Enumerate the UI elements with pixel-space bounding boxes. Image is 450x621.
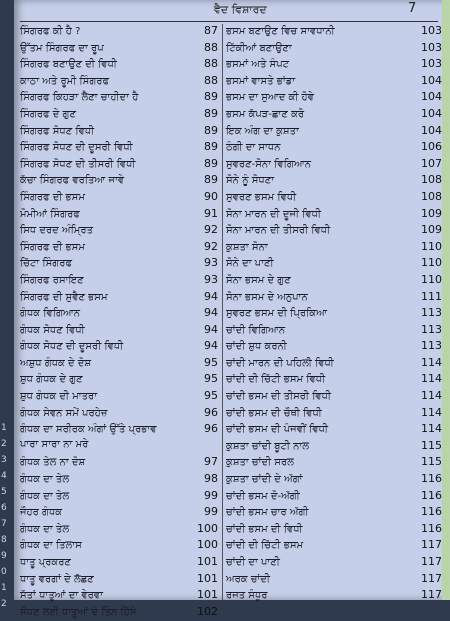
toc-entry-title: ਸੱਤਾਂ ਧਾਤੂਆਂ ਦਾ ਵੇਰਵਾ [20,590,103,602]
toc-entry-page: 100 [197,521,218,535]
toc-entry [226,107,442,124]
toc-entry-title: ਸੋਨੇ ਨੂੰ ਸੋਧਣਾ [226,175,275,187]
toc-entry-page: 113 [421,306,442,320]
toc-entry-title: ਗੰਧਕ ਦਾ ਸਰੀਰਕ ਅੰਗਾਂ ਉੱਤੇ ਪ੍ਰਭਾਵ [20,424,157,436]
toc-entry-page: 110 [421,239,442,253]
edge-number: 3 [1,455,7,465]
toc-entry-title: ਕੱਚਾ ਸਿੰਗਰਫ ਵਰਤਿਆ ਜਾਵੇ [20,175,125,187]
toc-entry [226,207,442,224]
toc-right-column [226,24,442,605]
toc-entry [20,572,218,589]
toc-entry [226,74,442,91]
toc-entry-title: ਸਿੰਗਰਫ ਕਿਹੜਾ ਲੈਣਾ ਚਾਹੀਦਾ ਹੈ [20,92,139,104]
toc-entry-page: 101 [197,571,218,585]
toc-entry [20,240,218,257]
toc-entry-title: ਸਿੰਗਰਫ ਦੀ ਭਸਮ [20,241,85,253]
toc-entry-page: 102 [197,604,218,618]
toc-entry-page: 99 [204,488,218,502]
toc-entry-title: ਸਿੰਗਰਫ ਬਣਾਉਣ ਦੀ ਵਿਧੀ [20,59,117,71]
toc-entry-title: ਸ਼ੁਧ ਗੰਧਕ ਦੀ ਮਾਤਰਾ [20,391,98,403]
toc-entry-title: ਚਿੱਟਾ ਸਿੰਗਰਫ [20,258,72,270]
toc-entry-page: 96 [204,405,218,419]
toc-entry-title: ਚਾਂਦੀ ਭਸਮ ਚਾਰ ਅੱਗੀ [226,507,309,519]
toc-entry-page: 94 [204,339,218,353]
toc-entry-title: ਚਾਂਦੀ ਭਸਮ ਦੀ ਤੀਸਰੀ ਵਿਧੀ [226,391,331,403]
toc-entry [20,41,218,58]
toc-entry-title: ਗੰਧਕ ਦਾ ਤੇਲ [20,490,70,502]
toc-entry [226,323,442,340]
toc-entry-page: 104 [421,73,442,87]
toc-entry-title: ਭਸਮ ਕੱਪੜ-ਛਾਣ ਕਰੋ [226,108,305,120]
toc-entry-page: 101 [197,555,218,568]
toc-entry-title: ਸਿੰਗਰਫ ਰਸਾਇਣ [20,274,84,286]
toc-entry [20,555,218,572]
toc-entry [20,372,218,389]
toc-entry [226,455,442,472]
toc-entry [20,389,218,406]
toc-entry [20,605,218,621]
toc-entry [20,538,218,555]
toc-entry-title: ਪਾਰਾ ਸਾਰਾ ਨਾ ਮਰੇ [20,438,89,450]
toc-entry [20,90,218,107]
toc-entry-page: 100 [197,538,218,552]
toc-entry [20,323,218,340]
toc-entry-page: 117 [421,571,442,585]
toc-entry [226,522,442,539]
toc-entry-title: ਗੰਧਕ ਸੋਧਣ ਦੀ ਦੂਸਰੀ ਵਿਧੀ [20,341,124,353]
toc-entry-title: ਧਾਤੂ ਵਰਗਾਂ ਦੇ ਲੱਛਣ [20,573,94,585]
toc-entry-page: 116 [421,505,442,519]
toc-entry [226,190,442,207]
toc-entry-title: ਸਿੰਗਰਫ ਕੀ ਹੈ ? [20,26,81,37]
toc-entry [20,173,218,190]
toc-entry [20,306,218,323]
toc-entry [226,538,442,555]
toc-entry-title: ਸ਼ੁਧ ਗੰਧਕ ਦੇ ਗੁਣ [20,374,83,386]
toc-entry-title: ਅਰਕ ਚਾਂਦੀ [226,573,270,585]
toc-entry [20,290,218,307]
page-edge-strip [442,0,450,600]
page-number: 7 [408,1,417,16]
toc-entry [226,406,442,423]
toc-entry [226,90,442,107]
edge-number: 0 [1,567,7,577]
toc-entry-title: ਸੋਧਣ ਲਈ ਧਾਤੂਆਂ ਦੇ ਤਿੰਨ ਹਿੱਸੇ [20,606,137,618]
toc-entry [226,372,442,389]
toc-entry-page: 101 [197,588,218,602]
toc-entry-title: ਕੁਸ਼ਤਾ ਚਾਂਦੀ ਸਰਲ [226,457,294,469]
toc-entry-title: ਸਿੰਗਰਫ ਦੇ ਗੁਣ [20,108,77,120]
toc-entry [20,422,218,439]
toc-entry [226,306,442,323]
toc-entry-page: 89 [204,106,218,120]
toc-entry-page: 116 [421,488,442,502]
toc-entry-page: 110 [421,256,442,270]
edge-number: 1 [1,423,7,433]
toc-entry [20,107,218,124]
toc-entry-page: 97 [204,455,218,469]
toc-entry-page: 103 [421,40,442,54]
toc-entry-title: ਭਸਮਾਂ ਵਾਸਤੇ ਭਾਂਡਾ [226,75,296,87]
toc-entry-page: 117 [421,588,442,602]
toc-entry-page: 89 [204,140,218,154]
toc-entry-title: ਸੋਨਾ ਮਾਰਨ ਦੀ ਤੀਸਰੀ ਵਿਧੀ [226,225,331,237]
toc-entry [226,588,442,605]
toc-entry-title: ਉੱਤਮ ਸਿੰਗਰਫ ਦਾ ਰੂਪ [20,42,104,54]
toc-entry-title: ਕੁਸ਼ਤਾ ਸੋਨਾ [226,241,268,253]
toc-entry-title: ਗੰਧਕ ਦਾ ਤੇਲ [20,523,70,535]
toc-entry [20,74,218,91]
toc-entry-title: ਚਾਂਦੀ ਭਸਮ ਦੀ ਚੌਥੀ ਵਿਧੀ [226,407,322,419]
toc-entry-title: ਸਿਧ ਦਰਦ ਅੰਮ੍ਰਿਤ [20,225,93,237]
toc-entry-page: 89 [204,123,218,137]
toc-entry [226,41,442,58]
edge-number: 2 [1,599,7,609]
toc-entry-title: ਚਾਂਦੀ ਦਾ ਪਾਣੀ [226,557,280,568]
toc-entry-page: 115 [421,455,442,469]
toc-entry-title: ਸਿੰਗਰਫ ਸੋਧਣ ਦੀ ਤੀਸਰੀ ਵਿਧੀ [20,158,136,170]
toc-entry [20,157,218,174]
header-rule [20,21,438,22]
toc-entry [20,472,218,489]
edge-number: 6 [1,503,7,513]
toc-entry-page: 95 [204,372,218,386]
toc-entry [226,223,442,240]
toc-left-column [20,24,218,621]
toc-entry-title: ਗੰਧਕ ਦਾ ਤਿਲਾਸ [20,540,82,552]
toc-entry [226,389,442,406]
toc-entry-title: ਭਸਮਾਂ ਅਤੇ ਸੰਪਟ [226,59,290,71]
edge-number: 1 [1,583,7,593]
toc-entry-title: ਚਾਂਦੀ ਦੀ ਚਿੱਟੀ ਭਸਮ ਵਿਧੀ [226,374,326,386]
toc-entry [226,505,442,522]
toc-entry [226,356,442,373]
toc-entry-title: ਗੰਧਕ ਦਾ ਤੇਲ [20,474,70,486]
toc-entry [20,207,218,224]
toc-entry [226,555,442,572]
toc-entry [226,57,442,74]
toc-entry-title: ਗੰਧਕ ਤੇਲ ਨਾ ਦੋਸ਼ [20,457,86,469]
toc-entry-page: 104 [421,90,442,104]
toc-entry [20,356,218,373]
toc-entry-page: 104 [421,106,442,120]
toc-entry-page: 93 [204,272,218,286]
toc-entry-page: 114 [421,389,442,403]
toc-entry-page: 109 [421,223,442,237]
toc-entry [20,140,218,157]
toc-entry-title: ਠੰਗੀ ਦਾ ਸਾਧਨ [226,142,281,154]
toc-entry-title: ਸੁਵਰਣ-ਸੋਨਾ ਵਿਗਿਆਨ [226,158,311,170]
toc-entry-page: 115 [421,438,442,452]
toc-entry-page: 88 [204,57,218,71]
toc-entry [226,273,442,290]
toc-entry-page: 87 [204,24,218,37]
toc-entry-page: 95 [204,355,218,369]
toc-entry [226,290,442,307]
toc-entry-title: ਇਕ ਅੰਗ ਦਾ ਕੁਸ਼ਤਾ [226,125,299,137]
toc-entry [20,522,218,539]
toc-entry-title: ਮੋਮੀਆਂ ਸਿੰਗਰਫ [20,208,80,220]
toc-entry [20,588,218,605]
toc-entry-page: 89 [204,173,218,187]
toc-entry [20,24,218,41]
toc-entry-page: 91 [204,206,218,220]
toc-entry-title: ਚਾਂਦੀ ਦੀ ਚਿੱਟੀ ਭਸਮ [226,540,304,552]
toc-entry-title: ਧਾਤੂ ਪ੍ਰਕਰਣ [20,557,71,568]
toc-entry [226,173,442,190]
edge-number: 7 [1,519,7,529]
toc-entry [20,57,218,74]
toc-entry-page: 88 [204,40,218,54]
toc-entry [226,256,442,273]
toc-entry-title: ਸੁਵਰਣ ਭਸਮ ਵਿਧੀ [226,191,297,203]
toc-entry-page: 89 [204,90,218,104]
toc-entry-page: 117 [421,555,442,568]
toc-entry [226,24,442,41]
toc-entry-title: ਸਿੰਗਰਫ ਦੀ ਭਸਮ [20,191,85,203]
toc-entry [20,273,218,290]
toc-entry-page: 116 [421,521,442,535]
toc-entry [20,223,218,240]
toc-entry-title: ਸਿੰਗਰਫ ਦੀ ਸੁਵੈਣ ਭਸਮ [20,291,108,303]
toc-entry-page: 88 [204,73,218,87]
toc-entry-title: ਸੁਵਰਣ ਭਸਮ ਦੀ ਪ੍ਰਿਕਿਆ [226,308,327,320]
toc-entry-page: 95 [204,389,218,403]
toc-entry [20,439,218,456]
toc-entry [20,406,218,423]
toc-entry-page: 103 [421,57,442,71]
toc-entry-title: ਕੁਸ਼ਤਾ ਚਾਂਦੀ ਬੂਟੀ ਨਾਲ [226,440,310,452]
toc-entry [226,157,442,174]
toc-entry-page: 93 [204,256,218,270]
toc-entry-page: 117 [421,538,442,552]
toc-entry-page: 114 [421,405,442,419]
toc-entry [226,572,442,589]
toc-entry-page: 107 [421,156,442,170]
toc-entry-title: ਸੋਨੇ ਦਾ ਪਾਣੀ [226,258,274,270]
toc-entry-title: ਅਸ਼ੁਧ ਗੰਧਕ ਦੇ ਦੋਸ਼ [20,357,92,369]
edge-number: 2 [1,439,7,449]
toc-entry-title: ਸੋਨਾ ਭਸਮ ਦੇ ਗੁਣ [226,274,291,286]
toc-entry-title: ਟਿੱਕੀਆਂ ਬਣਾਉਣਾ [226,42,292,54]
toc-entry-page: 111 [421,289,442,303]
toc-entry [20,339,218,356]
toc-entry-title: ਭਸਮ ਬਣਾਉਣ ਵਿਚ ਸਾਵਧਾਨੀ [226,26,335,37]
toc-entry [226,439,442,456]
edge-number: 8 [1,535,7,545]
book-page [14,0,450,618]
toc-entry-title: ਚਾਂਦੀ ਭਸਮ ਦੀ ਪੰਜਵੀਂ ਵਿਧੀ [226,424,328,436]
toc-entry [20,455,218,472]
toc-entry [226,489,442,506]
toc-entry-title: ਚਾਂਦੀ ਭਸਮ ਦੀ ਵਿਧੀ [226,523,303,535]
toc-entry [20,190,218,207]
edge-number: 4 [1,471,7,481]
toc-entry-title: ਜੌਹਰ ਗੰਧਕ [20,507,63,519]
toc-entry [226,240,442,257]
toc-entry-page: 114 [421,355,442,369]
toc-entry-page: 108 [421,173,442,187]
toc-entry-page: 114 [421,422,442,436]
previous-page-edge [0,420,14,609]
toc-entry-title: ਗੰਧਕ ਸੇਵਨ ਸਮੇਂ ਪਰਹੇਜ਼ [20,407,108,419]
toc-entry-title: ਚਾਂਦੀ ਮਾਰਨ ਦੀ ਪਹਿਲੀ ਵਿਧੀ [226,357,334,369]
toc-entry-page: 92 [204,223,218,237]
toc-entry [20,124,218,141]
toc-entry-title: ਚਾਂਦੀ ਭਸਮ ਦੋ-ਅੱਗੀ [226,490,300,502]
toc-entry-page: 110 [421,272,442,286]
toc-entry-title: ਕਾਠਾ ਅਤੇ ਰੂਮੀ ਸਿੰਗਰਫ [20,75,110,87]
toc-entry-page: 94 [204,322,218,336]
toc-entry-page: 113 [421,339,442,353]
page-header-title: ਵੈਦ ਵਿਸ਼ਾਰਦ [214,3,267,16]
column-divider [222,24,223,600]
toc-entry-title: ਰਜਤ ਸੰਧੂਰ [226,590,268,602]
toc-entry-page: 99 [204,505,218,519]
toc-entry [20,489,218,506]
toc-entry-page: 114 [421,372,442,386]
toc-entry [226,339,442,356]
toc-entry-title: ਕੁਸ਼ਤਾ ਚਾਂਦੀ ਦੇ ਅੱਗਾਂ [226,474,303,486]
toc-entry-title: ਗੰਧਕ ਸੋਧਣ ਵਿਧੀ [20,324,85,336]
toc-entry-title: ਸੋਨਾ ਮਾਰਨ ਦੀ ਦੂਜੀ ਵਿਧੀ [226,208,321,220]
toc-entry-title: ਚਾਂਦੀ ਸ਼ੁਧ ਕਰਨੀ [226,341,287,353]
toc-entry [226,140,442,157]
toc-entry-page: 90 [204,189,218,203]
toc-entry-page: 104 [421,123,442,137]
toc-entry-page: 98 [204,472,218,486]
toc-entry-title: ਸਿੰਗਰਫ ਸੋਧਣ ਵਿਧੀ [20,125,95,137]
toc-entry-page: 94 [204,306,218,320]
edge-number: 9 [1,551,7,561]
toc-entry-page: 96 [204,422,218,436]
toc-entry-title: ਗੰਧਕ ਵਿਗਿਆਨ [20,308,81,320]
toc-entry-page: 108 [421,189,442,203]
toc-entry-title: ਸੋਨਾ ਭਸਮ ਦੇ ਅਨੁਪਾਨ [226,291,308,303]
toc-entry-page: 94 [204,289,218,303]
toc-entry [20,256,218,273]
toc-entry [226,422,442,439]
toc-entry [20,505,218,522]
toc-entry-page: 89 [204,156,218,170]
toc-entry-title: ਭਸਮ ਦਾ ਸੁਆਦ ਕੀ ਹੋਵੇ [226,92,314,104]
toc-entry-title: ਚਾਂਦੀ ਵਿਗਿਆਨ [226,324,286,336]
toc-entry [226,124,442,141]
toc-entry-page: 106 [421,140,442,154]
toc-entry-page: 109 [421,206,442,220]
toc-entry-title: ਸਿੰਗਰਫ ਸੋਧਣ ਦੀ ਦੂਸਰੀ ਵਿਧੀ [20,142,133,154]
toc-entry-page: 113 [421,322,442,336]
toc-entry-page: 116 [421,472,442,486]
toc-entry-page: 92 [204,239,218,253]
toc-entry [226,472,442,489]
toc-entry-page: 103 [421,24,442,37]
edge-number: 5 [1,487,7,497]
